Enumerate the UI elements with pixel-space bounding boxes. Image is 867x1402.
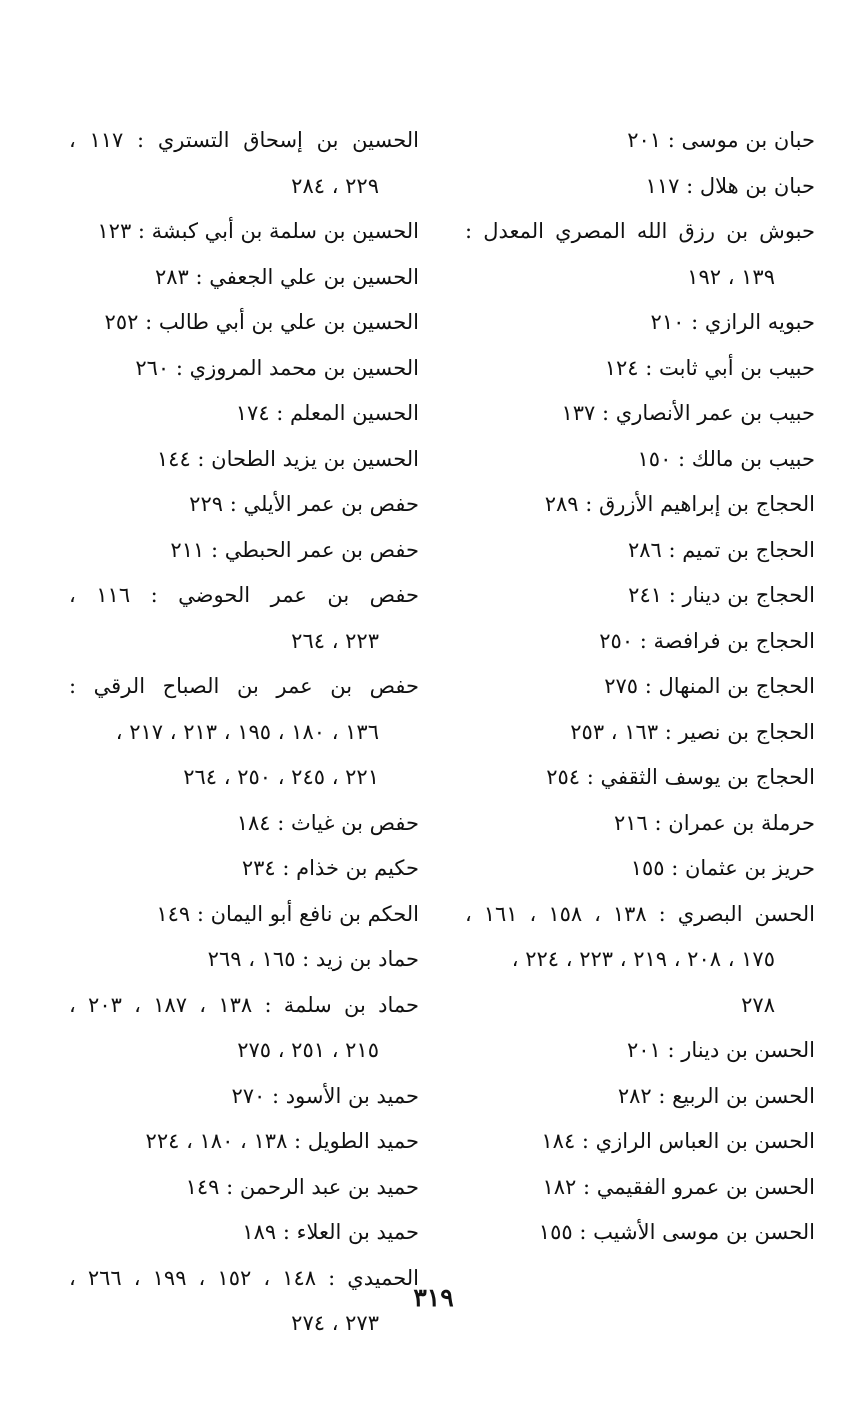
index-entry-text: حفص بن عمر الحوضي : ١١٦ ،: [69, 583, 420, 607]
index-entry-continuation: ١٣٩ ، ١٩٢: [687, 264, 775, 289]
index-entry-text: حميد بن عبد الرحمن : ١٤٩: [185, 1174, 419, 1199]
index-entry-text: الحسن بن الربيع : ٢٨٢: [617, 1083, 815, 1108]
index-entry: [465, 1165, 815, 1211]
index-entry: [69, 983, 419, 1074]
index-entry-text: الحسين بن محمد المروزي : ٢٦٠: [135, 355, 419, 380]
index-entry-text: الحسن بن العباس الرازي : ١٨٤: [541, 1129, 815, 1153]
index-entry: [69, 118, 419, 209]
index-entry: [465, 300, 815, 346]
index-entry: [69, 1210, 419, 1256]
index-entry: [465, 346, 815, 392]
index-entry-text: حبان بن هلال : ١١٧: [645, 173, 815, 198]
index-entry-text: الحسين بن إسحاق التستري : ١١٧ ،: [69, 128, 419, 152]
index-entry-text: الحسن البصري : ١٣٨ ، ١٥٨ ، ١٦١ ،: [465, 901, 815, 926]
index-entry: [465, 1210, 815, 1256]
index-entry: [465, 573, 815, 619]
index-entry-text: الحسين المعلم : ١٧٤: [235, 401, 419, 425]
index-entry-text: حماد بن سلمة : ١٣٨ ، ١٨٧ ، ٢٠٣ ،: [69, 992, 419, 1017]
index-entry: [69, 573, 419, 664]
index-entry-text: الحسن بن موسى الأشيب : ١٥٥: [538, 1220, 815, 1244]
index-entry-text: حبيب بن مالك : ١٥٠: [637, 446, 815, 471]
index-entry: [69, 209, 419, 255]
index-entry: [69, 801, 419, 847]
index-entry-continuation: ٢٧٨: [741, 992, 775, 1017]
index-entry: [69, 437, 419, 483]
index-entry: [465, 892, 815, 1029]
index-entry: [465, 664, 815, 710]
index-entry: [69, 1165, 419, 1211]
index-entry: [465, 710, 815, 756]
index-entry-text: حماد بن زيد : ١٦٥ ، ٢٦٩: [207, 947, 419, 971]
index-entry-text: حميد الطويل : ١٣٨ ، ١٨٠ ، ٢٢٤: [145, 1129, 419, 1153]
index-entry-text: حميد بن الأسود : ٢٧٠: [231, 1083, 419, 1108]
index-entry: [465, 118, 815, 164]
index-entry: [69, 346, 419, 392]
index-entry-text: حرملة بن عمران : ٢١٦: [614, 810, 815, 835]
index-entry-text: الحجاج بن يوسف الثقفي : ٢٥٤: [546, 765, 815, 789]
index-entry-text: الحسين بن سلمة بن أبي كبشة : ١٢٣: [97, 219, 419, 243]
index-entry-text: حفص بن عمر الأيلي : ٢٢٩: [189, 492, 419, 516]
index-entry-text: الحسن بن دينار : ٢٠١: [626, 1038, 815, 1062]
index-entry-continuation: ١٣٦ ، ١٨٠ ، ١٩٥ ، ٢١٣ ، ٢١٧ ،: [115, 719, 379, 744]
index-entry-text: حبويه الرازي : ٢١٠: [650, 310, 815, 334]
index-entry: [69, 846, 419, 892]
index-entry: [69, 664, 419, 801]
index-entry: [69, 391, 419, 437]
index-entry-text: حبيب بن أبي ثابت : ١٢٤: [604, 355, 815, 380]
index-entry-text: حكيم بن خذام : ٢٣٤: [241, 856, 419, 880]
index-entry: [465, 209, 815, 300]
index-entry: [465, 801, 815, 847]
index-entry-text: الحجاج بن المنهال : ٢٧٥: [604, 674, 815, 698]
index-entry: [465, 755, 815, 801]
index-entry-continuation: ١٧٥ ، ٢٠٨ ، ٢١٩ ، ٢٢٣ ، ٢٢٤ ،: [511, 947, 775, 971]
index-entry-text: حبيب بن عمر الأنصاري : ١٣٧: [561, 401, 815, 425]
index-entry: [69, 1119, 419, 1165]
index-entry-text: حبوش بن رزق الله المصري المعدل :: [465, 219, 815, 243]
index-entry-text: الحكم بن نافع أبو اليمان : ١٤٩: [156, 901, 419, 926]
index-entry-continuation: ٢٢٩ ، ٢٨٤: [291, 173, 379, 198]
index-entry-text: الحجاج بن دينار : ٢٤١: [628, 583, 815, 607]
index-entry-text: الحجاج بن تميم : ٢٨٦: [627, 537, 815, 562]
index-entry-text: الحجاج بن فرافصة : ٢٥٠: [599, 628, 815, 653]
index-entry-text: حفص بن عمر الحبطي : ٢١١: [170, 537, 419, 562]
index-entry-text: الحسين بن علي بن أبي طالب : ٢٥٢: [104, 310, 419, 334]
index-entry: [465, 846, 815, 892]
index-entry: [465, 1028, 815, 1074]
index-entry: [69, 255, 419, 301]
index-entry-text: حريز بن عثمان : ١٥٥: [630, 856, 815, 880]
index-entry: [69, 528, 419, 574]
index-entry: [69, 937, 419, 983]
index-entry-text: الحميدي : ١٤٨ ، ١٥٢ ، ١٩٩ ، ٢٦٦ ،: [69, 1265, 419, 1290]
index-entry-continuation: ٢٧٣ ، ٢٧٤: [291, 1311, 379, 1335]
index-entry: [465, 391, 815, 437]
index-entry-text: الحسين بن علي الجعفي : ٢٨٣: [154, 264, 419, 289]
index-entry: [69, 892, 419, 938]
page-number: ٣١٩: [413, 1283, 454, 1312]
index-entry-continuation: ٢٢١ ، ٢٤٥ ، ٢٥٠ ، ٢٦٤: [183, 765, 379, 789]
index-entry-text: حميد بن العلاء : ١٨٩: [242, 1220, 419, 1244]
index-entry: [465, 437, 815, 483]
index-entry-continuation: ٢٢٣ ، ٢٦٤: [291, 628, 379, 653]
index-entry: [465, 528, 815, 574]
index-entry-text: الحجاج بن نصير : ١٦٣ ، ٢٥٣: [570, 719, 815, 744]
index-entry: [465, 482, 815, 528]
index-entry-text: الحسين بن يزيد الطحان : ١٤٤: [156, 446, 419, 471]
index-entry-text: حفص بن غياث : ١٨٤: [236, 810, 419, 835]
index-entry-text: حفص بن عمر بن الصباح الرقي :: [69, 674, 419, 698]
index-column-right: [465, 118, 815, 1256]
index-entry: [465, 619, 815, 665]
index-column-left: [69, 118, 419, 1347]
index-entry-text: الحجاج بن إبراهيم الأزرق : ٢٨٩: [544, 492, 815, 516]
index-entry: [465, 164, 815, 210]
index-entry-continuation: ٢١٥ ، ٢٥١ ، ٢٧٥: [237, 1038, 379, 1062]
index-entry: [69, 482, 419, 528]
index-entry: [465, 1119, 815, 1165]
index-entry: [69, 1074, 419, 1120]
index-entry-text: الحسن بن عمرو الفقيمي : ١٨٢: [542, 1174, 815, 1199]
index-entry-text: حبان بن موسى : ٢٠١: [627, 128, 815, 152]
index-entry: [69, 300, 419, 346]
index-entry: [465, 1074, 815, 1120]
